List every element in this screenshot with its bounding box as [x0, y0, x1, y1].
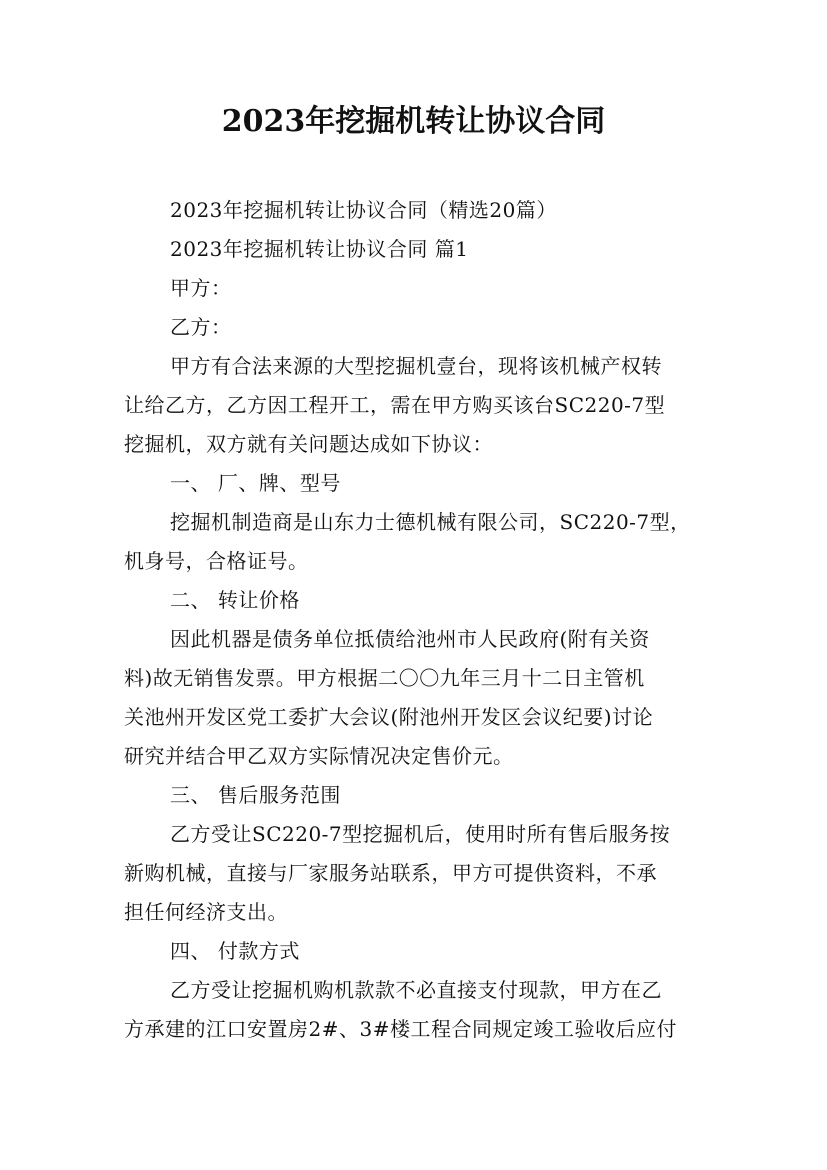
- paragraph-line: 方承建的江口安置房2#、3#楼工程合同规定竣工验收后应付: [124, 1017, 677, 1041]
- paragraph-line: 乙方受让挖掘机购机款款不必直接支付现款，甲方在乙: [170, 978, 662, 1002]
- paragraph-line: 让给乙方，乙方因工程开工，需在甲方购买该台SC220-7型: [124, 393, 666, 417]
- paragraph-line: 甲方有合法来源的大型挖掘机壹台，现将该机械产权转: [170, 354, 662, 378]
- paragraph-line: 2023年挖掘机转让协议合同 篇1: [170, 237, 469, 261]
- paragraph-line: 担任何经济支出。: [124, 900, 288, 924]
- section-heading: 一、 厂、牌、型号: [170, 471, 341, 495]
- document-title: 2023年挖掘机转让协议合同: [221, 104, 606, 139]
- paragraph-line: 2023年挖掘机转让协议合同（精选20篇）: [170, 198, 557, 222]
- document-body: [124, 191, 714, 1049]
- section-heading: 二、 转让价格: [170, 588, 300, 612]
- section-heading: 三、 售后服务范围: [170, 783, 341, 807]
- paragraph-line: 乙方：: [170, 315, 232, 339]
- paragraph-line: 新购机械，直接与厂家服务站联系，甲方可提供资料，不承: [124, 861, 657, 885]
- section-heading: 四、 付款方式: [170, 939, 300, 963]
- paragraph-line: 研究并结合甲乙双方实际情况决定售价元。: [124, 744, 514, 768]
- paragraph-line: 挖掘机制造商是山东力士德机械有限公司，SC220-7型，: [170, 510, 691, 534]
- paragraph-line: 因此机器是债务单位抵债给池州市人民政府(附有关资: [170, 627, 650, 651]
- paragraph-line: 挖掘机，双方就有关问题达成如下协议：: [124, 432, 493, 456]
- paragraph-line: 甲方：: [170, 276, 232, 300]
- paragraph-line: 乙方受让SC220-7型挖掘机后，使用时所有售后服务按: [170, 822, 671, 846]
- paragraph-line: 关池州开发区党工委扩大会议(附池州开发区会议纪要)讨论: [124, 705, 654, 729]
- paragraph-line: 机身号，合格证号。: [124, 549, 309, 573]
- paragraph-line: 料)故无销售发票。甲方根据二〇〇九年三月十二日主管机: [124, 666, 645, 690]
